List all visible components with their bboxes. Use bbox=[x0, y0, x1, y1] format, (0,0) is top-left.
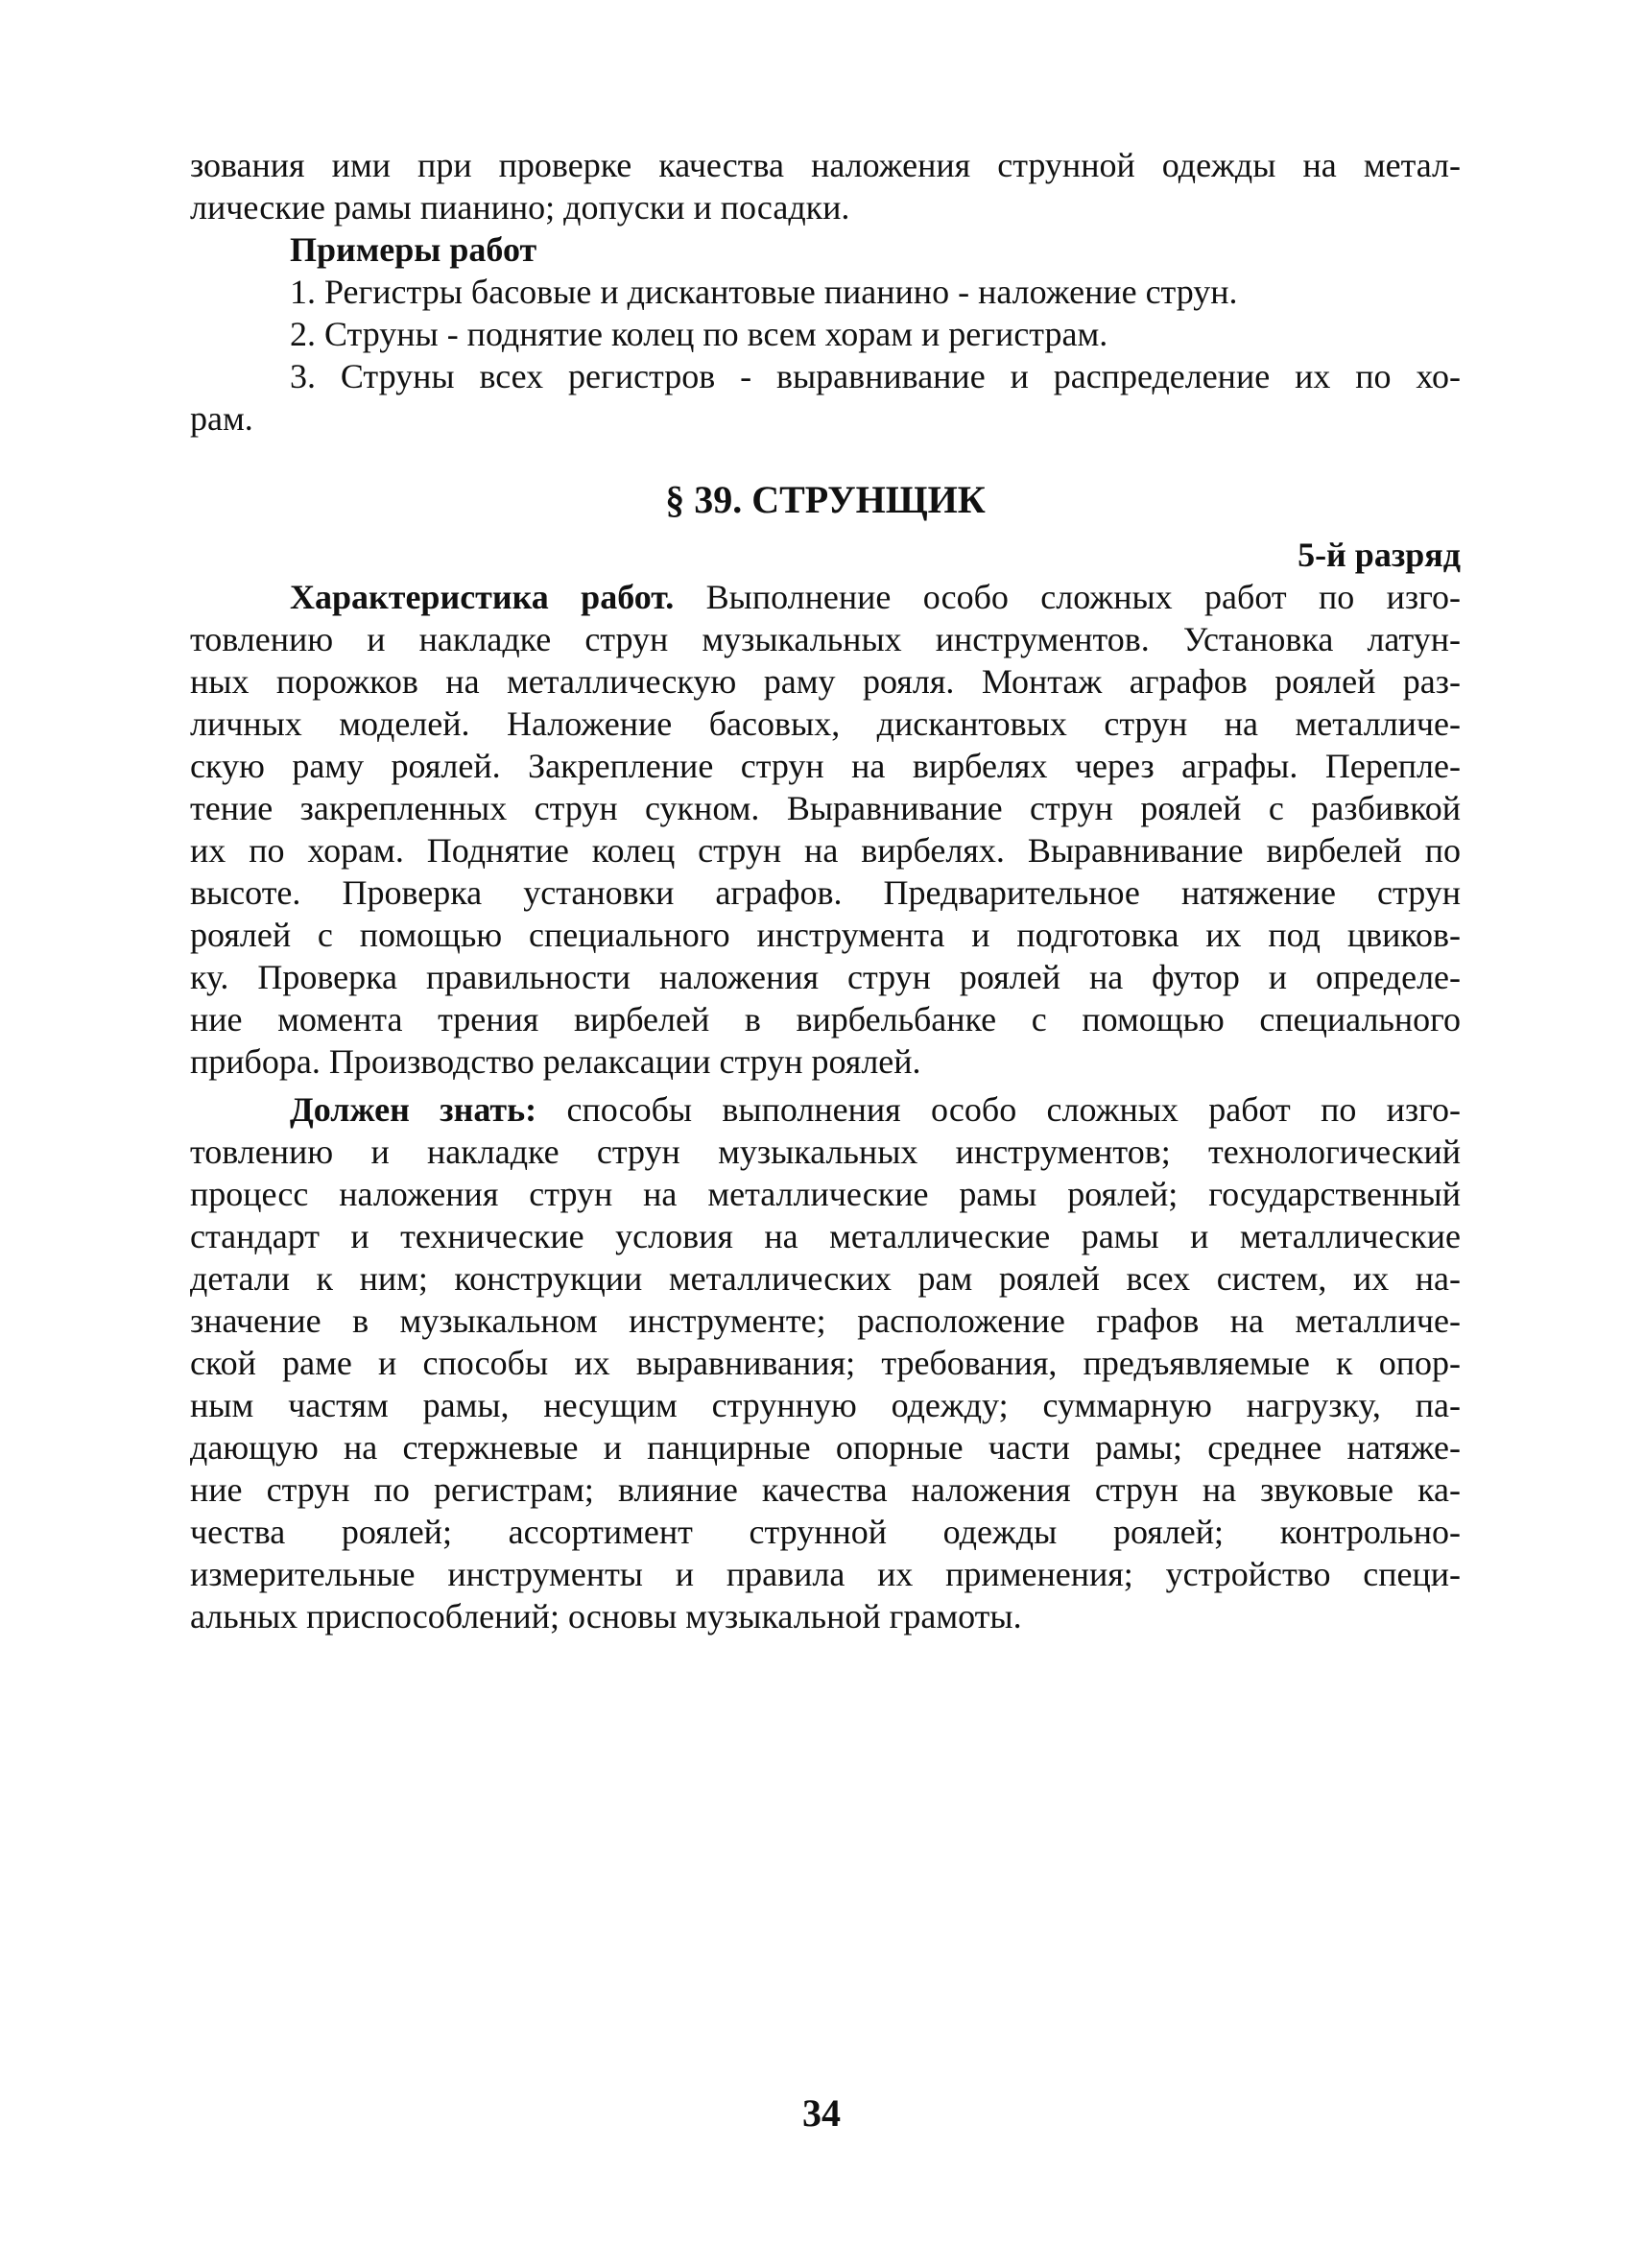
characteristics-label: Характеристика работ. bbox=[290, 578, 675, 616]
characteristics-line-8: роялей с помощью специального инструмента и подготовка их под цвиков- bbox=[190, 916, 1461, 954]
example-item-3-tail: рам. bbox=[190, 399, 253, 438]
characteristics-line-7: высоте. Проверка установки аграфов. Предварительное натяжение струн bbox=[190, 873, 1461, 912]
knowledge-line-2: процесс наложения струн на металлические рамы роялей; государственный bbox=[190, 1175, 1461, 1213]
characteristics-line-4: скую раму роялей. Закрепление струн на вирбелях через аграфы. Перепле- bbox=[190, 747, 1461, 785]
characteristics-first-text: Выполнение особо сложных работ по изго- bbox=[674, 578, 1461, 616]
intro-line-1: зования ими при проверке качества наложения струнной одежды на метал- bbox=[190, 146, 1461, 184]
knowledge-last-line: альных приспособлений; основы музыкальной грамоты. bbox=[190, 1597, 1022, 1635]
characteristics-line-2: ных порожков на металлическую раму рояля. Монтаж аграфов роялей раз- bbox=[190, 662, 1461, 701]
characteristics-line-1: товлению и накладке струн музыкальных инструментов. Установка латун- bbox=[190, 620, 1461, 658]
knowledge-line-9: ние струн по регистрам; влияние качества наложения струн на звуковые ка- bbox=[190, 1470, 1461, 1509]
characteristics-last-line: прибора. Производство релаксации струн роялей. bbox=[190, 1042, 921, 1081]
characteristics-line-9: ку. Проверка правильности наложения струн роялей на футор и определе- bbox=[190, 958, 1461, 996]
example-item-3: 3. Струны всех регистров - выравнивание и распределение их по хо- bbox=[290, 357, 1461, 395]
characteristics-line-3: личных моделей. Наложение басовых, дискантовых струн на металличе- bbox=[190, 704, 1461, 743]
knowledge-line-11: измерительные инструменты и правила их применения; устройство специ- bbox=[190, 1555, 1461, 1593]
example-item-2: 2. Струны - поднятие колец по всем хорам и регистрам. bbox=[290, 315, 1108, 353]
knowledge-line-3: стандарт и технические условия на металлические рамы и металлические bbox=[190, 1217, 1461, 1255]
section-grade: 5-й разряд bbox=[1298, 536, 1461, 574]
knowledge-line-8: дающую на стержневые и панцирные опорные части рамы; среднее натяже- bbox=[190, 1428, 1461, 1467]
knowledge-line-4: детали к ним; конструкции металлических рам роялей всех систем, их на- bbox=[190, 1259, 1461, 1298]
knowledge-line-10: чества роялей; ассортимент струнной одежды роялей; контрольно- bbox=[190, 1513, 1461, 1551]
example-item-1: 1. Регистры басовые и дискантовые пианино - наложение струн. bbox=[290, 273, 1238, 311]
knowledge-label: Должен знать: bbox=[290, 1090, 537, 1129]
knowledge-line-7: ным частям рамы, несущим струнную одежду; суммарную нагрузку, па- bbox=[190, 1386, 1461, 1424]
characteristics-line-6: их по хорам. Поднятие колец струн на вирбелях. Выравнивание вирбелей по bbox=[190, 831, 1461, 870]
knowledge-line-6: ской раме и способы их выравнивания; требования, предъявляемые к опор- bbox=[190, 1344, 1461, 1382]
section-title: § 39. СТРУНЩИК bbox=[665, 478, 986, 521]
knowledge-first-line bbox=[190, 1088, 1461, 1131]
examples-heading: Примеры работ bbox=[290, 230, 537, 269]
characteristics-line-5: тение закрепленных струн сукном. Выравнивание струн роялей с разбивкой bbox=[190, 789, 1461, 827]
knowledge-first-text: способы выполнения особо сложных работ по изго- bbox=[536, 1090, 1461, 1129]
characteristics-first-line bbox=[190, 576, 1461, 618]
knowledge-line-1: товлению и накладке струн музыкальных инструментов; технологический bbox=[190, 1133, 1461, 1171]
intro-line-2: лические рамы пианино; допуски и посадки. bbox=[190, 188, 850, 227]
characteristics-line-10: ние момента трения вирбелей в вирбельбанке с помощью специального bbox=[190, 1000, 1461, 1039]
document-page bbox=[190, 144, 1461, 1637]
knowledge-line-5: значение в музыкальном инструменте; расположение графов на металличе- bbox=[190, 1301, 1461, 1340]
page-number: 34 bbox=[802, 2091, 841, 2135]
